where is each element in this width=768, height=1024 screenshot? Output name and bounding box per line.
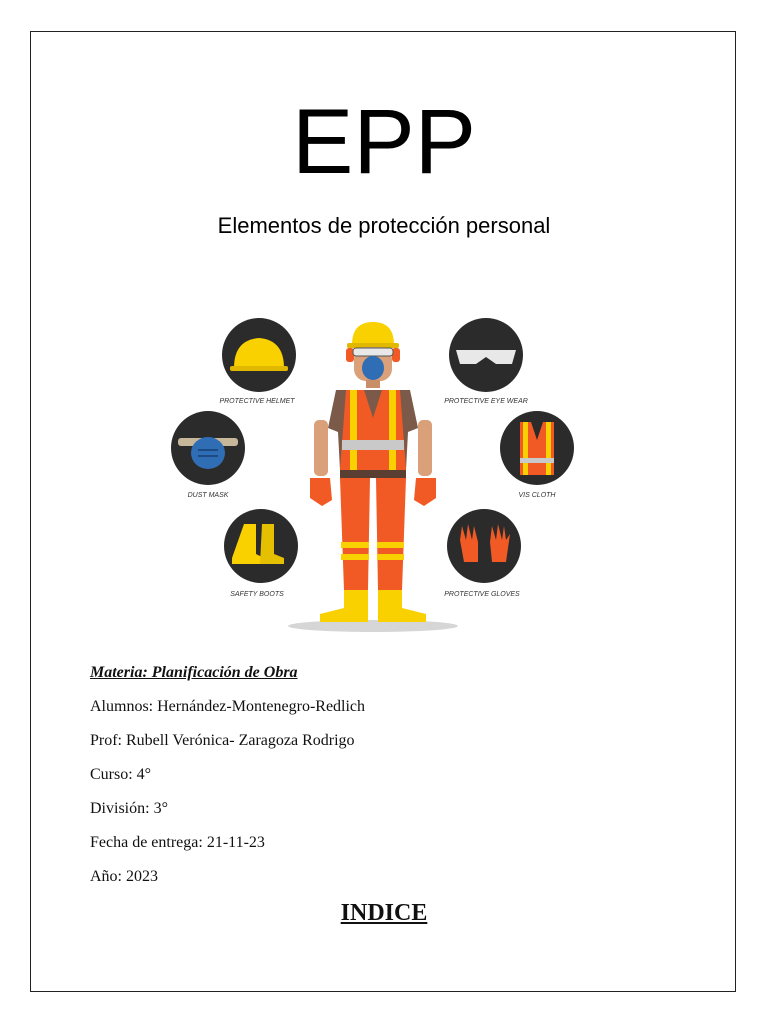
index-heading: INDICE bbox=[340, 900, 428, 926]
boots-icon bbox=[224, 509, 298, 583]
students-line: Alumnos: Hernández-Montenegro-Redlich bbox=[90, 698, 366, 715]
teachers-line: Prof: Rubell Verónica- Zaragoza Rodrigo bbox=[90, 732, 355, 749]
helmet-icon bbox=[222, 318, 296, 392]
label-gloves: PROTECTIVE GLOVES bbox=[444, 591, 520, 598]
label-helmet: PROTECTIVE HELMET bbox=[219, 398, 295, 405]
subject-line: Materia: Planificación de Obra bbox=[90, 664, 298, 681]
dust-mask-icon bbox=[171, 411, 245, 485]
document-title: EPP bbox=[291, 91, 477, 193]
worker-figure bbox=[310, 322, 436, 622]
due-date-line: Fecha de entrega: 21-11-23 bbox=[90, 834, 265, 851]
label-boots: SAFETY BOOTS bbox=[230, 591, 284, 598]
eyewear-icon bbox=[449, 318, 523, 392]
label-vis-cloth: VIS CLOTH bbox=[518, 492, 556, 499]
ppe-illustration bbox=[160, 310, 600, 640]
ground-shadow bbox=[288, 620, 458, 632]
label-eyewear: PROTECTIVE EYE WEAR bbox=[444, 398, 528, 405]
vis-cloth-icon bbox=[500, 411, 574, 485]
document-subtitle: Elementos de protección personal bbox=[217, 213, 551, 238]
year-line: Año: 2023 bbox=[90, 868, 158, 885]
course-line: Curso: 4° bbox=[90, 766, 152, 783]
label-dust-mask: DUST MASK bbox=[187, 492, 229, 499]
division-line: División: 3° bbox=[90, 800, 168, 817]
gloves-icon bbox=[447, 509, 521, 583]
